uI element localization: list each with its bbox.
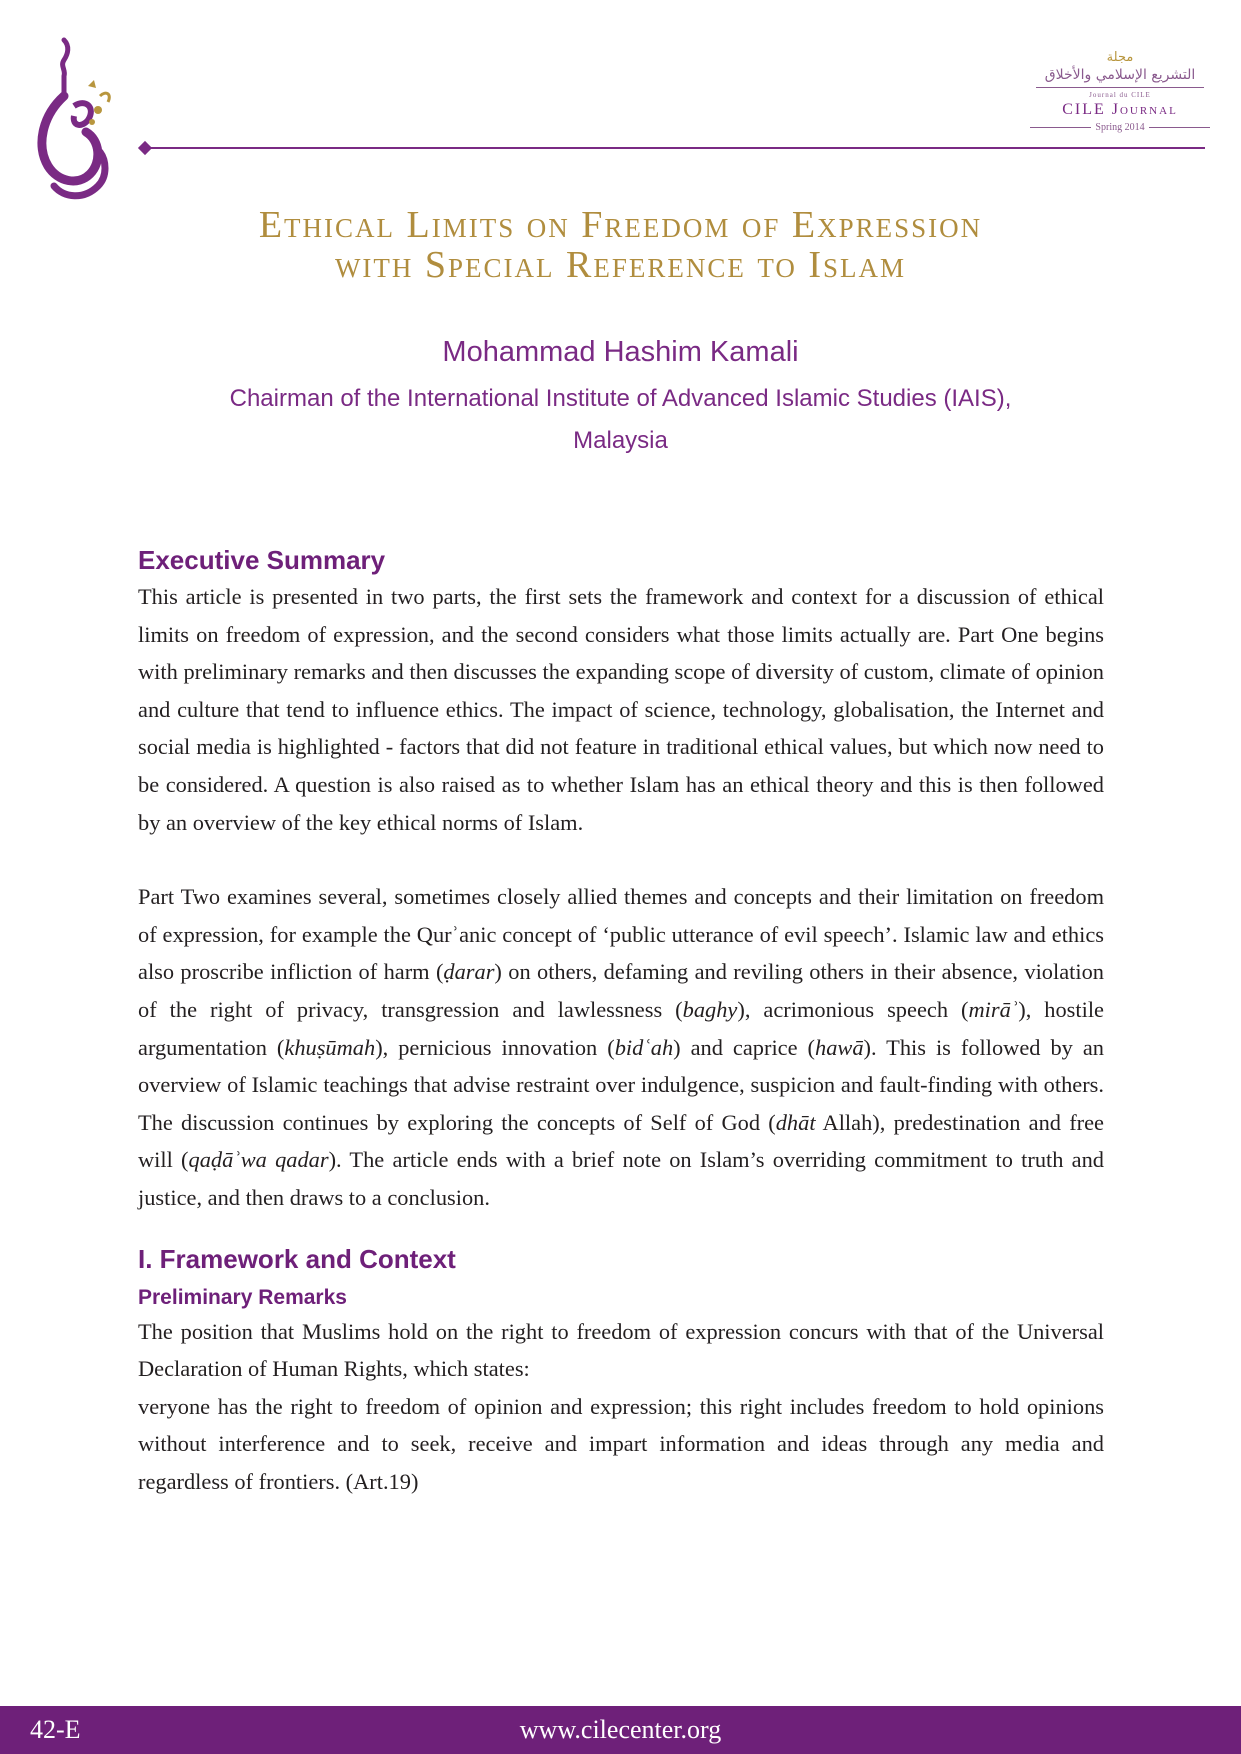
text-run: ), hostile argumentation ( (138, 996, 1104, 1060)
text-run: ), acrimonious speech ( (737, 996, 969, 1022)
badge-english-name: CILE Journal (1062, 101, 1178, 118)
author-name: Mohammad Hashim Kamali (442, 336, 799, 368)
section-1-heading: I. Framework and Context (138, 1243, 456, 1274)
badge-season-line-right (1149, 127, 1210, 128)
section-1-paragraph-1: The position that Muslims hold on the right to freedom of expression concurs with that of the Universal Declaration of Human Rights, which states: (138, 1318, 1104, 1382)
badge-season-row (1030, 122, 1210, 133)
text-run: ) on others, defaming and reviling others in their absence, violation of the right of privacy, transgression and lawlessness ( (138, 959, 1104, 1022)
badge-arabic-small: مجلة (1106, 50, 1134, 65)
footer-website-link[interactable]: www.cilecenter.org (519, 1715, 722, 1744)
italic-term: mirāʾ (968, 996, 1019, 1022)
text-run: ), pernicious innovation ( (375, 1034, 615, 1060)
preliminary-remarks-heading: Preliminary Remarks (138, 1285, 347, 1309)
text-run: Part Two examines several, sometimes closely allied themes and concepts and their limitation on freedom of expression, for example the Qurʾanic concept of ‘public utterance of evil speech’. Islamic law and ethics also proscribe infliction of harm ( (138, 884, 1104, 985)
italic-term: qaḍāʾwa qadar (188, 1147, 329, 1173)
udhr-quote: veryone has the right to freedom of opinion and expression; this right includes freedom to hold opinions without interference and to seek, receive and impart information and ideas through any media and regardless of frontiers. (Art.19) (138, 1393, 1104, 1494)
executive-summary-heading: Executive Summary (138, 545, 386, 575)
article-body (138, 542, 1104, 1500)
affiliation-line-2: Malaysia (573, 427, 668, 454)
affiliation-line-1: Chairman of the International Institute of Advanced Islamic Studies (IAIS), (229, 385, 1012, 412)
badge-divider (1036, 87, 1204, 88)
text-run: ). This is followed by an overview of Islamic teachings that advise restraint over indulgence, suspicion and fault-finding with others. The discussion continues by exploring the concepts of Self of God ( (138, 1034, 1104, 1135)
italic-term: hawā (815, 1034, 864, 1060)
italic-term: bidʿah (614, 1034, 674, 1060)
italic-term: khuṣūmah (284, 1034, 376, 1060)
text-run: Allah), predestination and free will ( (138, 1109, 1104, 1173)
article-title (0, 205, 1241, 285)
journal-calligraphy-logo (34, 36, 124, 202)
author-affiliation (0, 378, 1241, 462)
page-footer (0, 1706, 1241, 1754)
page-number: 42-E (30, 1715, 81, 1744)
badge-season-line-left (1030, 127, 1091, 128)
text-run: ). The article ends with a brief note on Islam’s overriding commitment to truth and justice, and then draws to a conclusion. (138, 1147, 1104, 1210)
article-title-line-1: Ethical Limits on Freedom of Expression (258, 204, 983, 246)
badge-season: Spring 2014 (1095, 122, 1145, 133)
executive-summary-paragraph-2 (138, 878, 1104, 1216)
italic-term: baghy (682, 996, 738, 1022)
badge-french-name: Journal du CILE (1089, 91, 1151, 99)
executive-summary-paragraph-1: This article is presented in two parts, the first sets the framework and context for a discussion of ethical limits on freedom of expression, and the second considers what those limits actually are. Part One begins with preliminary remarks and then discusses the expanding scope of diversity of custom, climate of opinion and culture that tend to influence ethics. The impact of science, technology, globalisation, the Internet and social media is highlighted - factors that did not feature in traditional ethical values, but which now need to be considered. A question is also raised as to whether Islam has an ethical theory and this is then followed by an overview of the key ethical norms of Islam. (138, 584, 1104, 835)
text-run: ) and caprice ( (673, 1034, 815, 1060)
badge-arabic-title: التشريع الإسلامي والأخلاق (1044, 67, 1196, 83)
italic-term: dhāt (775, 1109, 816, 1135)
journal-badge (1030, 50, 1210, 160)
italic-term: ḍarar (443, 959, 495, 985)
article-title-line-2: with Special Reference to Islam (334, 244, 907, 286)
